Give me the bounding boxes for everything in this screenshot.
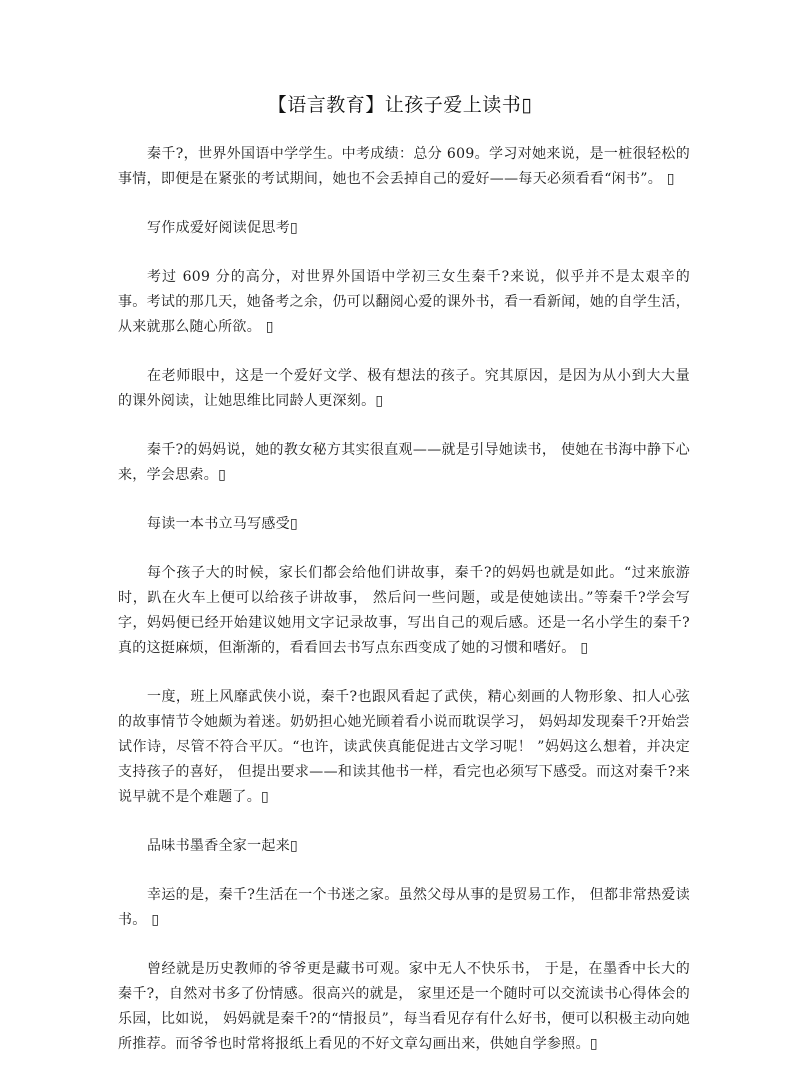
body-paragraph: 考过 609 分的高分，对世界外国语中学初三女生秦千?来说，似乎并不是太艰辛的事。考试的那几天，她备考之余，仍可以翻阅心爱的课外书，看一看新闻，她的自学生活，从来就那么随心所欲。 ▯ [118,269,690,335]
body-paragraph: 每个孩子大的时候，家长们都会给他们讲故事，秦千?的妈妈也就是如此。“过来旅游时，趴在火车上便可以给孩子讲故事， 然后问一些问题，或是使她读出。”等秦千?学会写字，妈妈便已经开始建议她用文字记录故事，写出自己的观后感。还是一名小学生的秦千?真的这挺麻烦，但渐渐的，看看回去书写点东西变成了她的习惯和嗜好。 ▯ [118,565,690,656]
document-body [118,142,690,1081]
body-paragraph: 曾经就是历史教师的爷爷更是藏书可观。家中无人不快乐书， 于是，在墨香中长大的秦千?，自然对书多了份情感。很高兴的就是， 家里还是一个随时可以交流读书心得体会的乐园，比如说， 妈妈就是秦千?的“情报员”，每当看见存有什么好书，便可以积极主动向她所推荐。而爷爷也时常将报纸上看见的不好文章勾画出来，供她自学参照。▯ [118,961,690,1052]
document-title: 【语言教育】让孩子爱上读书▯ [267,94,533,116]
body-paragraph: 秦千?，世界外国语中学学生。中考成绩：总分 609。学习对她来说，是一桩很轻松的事情，即便是在紧张的考试期间，她也不会丢掉自己的爱好——每天必须看看“闲书”。 ▯ [118,146,690,187]
body-paragraph: 秦千?的妈妈说，她的教女秘方其实很直观——就是引导她读书， 使她在书海中静下心来，学会思索。▯ [118,442,690,483]
body-paragraph: 一度，班上风靡武侠小说，秦千?也跟风看起了武侠，精心刻画的人物形象、扣人心弦的故事情节令她颇为着迷。奶奶担心她光顾着看小说而耽误学习， 妈妈却发现秦千?开始尝试作诗，尽管不符合平仄。“也许，读武侠真能促进古文学习呢！ ”妈妈这么想着，并决定支持孩子的喜好， 但提出要求——和读其他书一样，看完也必须写下感受。而这对秦千?来说早就不是个难题了。▯ [118,689,690,805]
body-paragraph: 幸运的是，秦千?生活在一个书迷之家。虽然父母从事的是贸易工作， 但都非常热爱读书。 ▯ [118,887,690,928]
section-heading: 写作成爱好阅读促思考▯ [147,220,299,236]
section-heading: 品味书墨香全家一起来▯ [147,838,299,854]
section-heading: 每读一本书立马写感受▯ [147,516,299,532]
body-paragraph: 在老师眼中，这是一个爱好文学、极有想法的孩子。究其原因，是因为从小到大大量的课外阅读，让她思维比同龄人更深刻。▯ [118,368,690,409]
